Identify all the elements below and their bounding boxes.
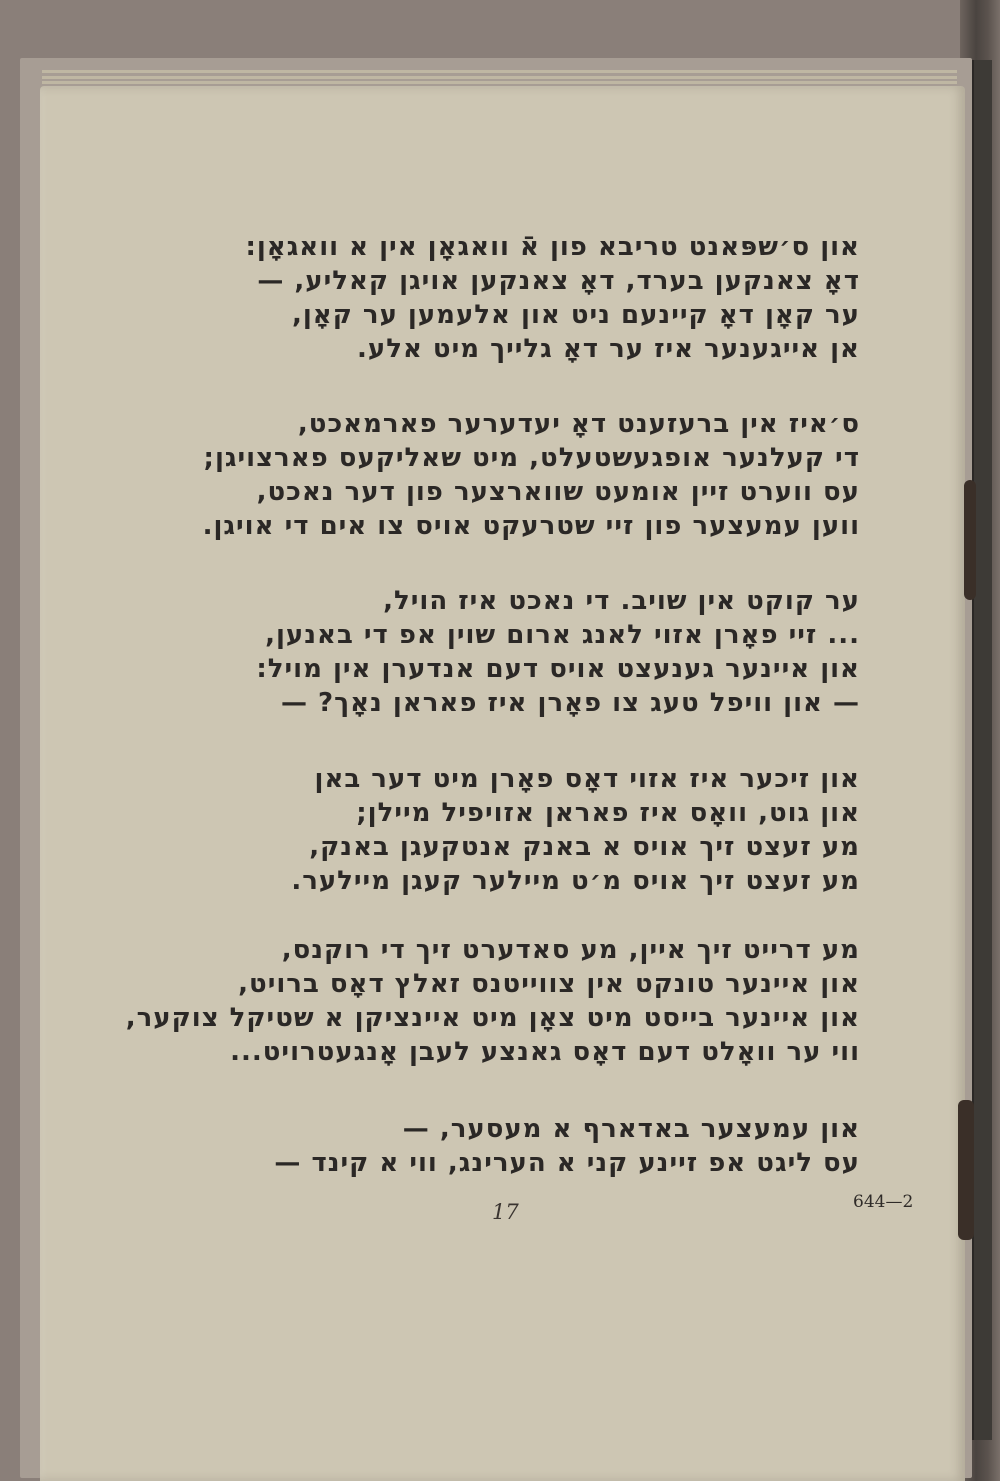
poem-line: די קעלנער אופגעשטעלט, מיט שאליקעס פארצויגן; xyxy=(203,443,860,473)
poem-line: און גוט, וואָס איז פאראן אזויפיל מיילן; xyxy=(356,798,860,828)
poem-line: מע זעצט זיך אויס א באנק אנטקעגן באנק, xyxy=(309,832,860,862)
poem-line: ווען עמעצער פון זיי שטרעקט אויס צו אים די אויגן. xyxy=(202,511,860,541)
poem-line: און איינער בייסט מיט צאָן מיט איינציקן א שטיקל צוקער, xyxy=(125,1003,860,1033)
stanza-6 xyxy=(274,1112,860,1180)
poem-line: און עמעצער באדארף א מעסער, — xyxy=(402,1114,860,1144)
poem-line: ער קאָן דאָ קיינעם ניט און אלעמען ער קאָן, xyxy=(291,300,860,330)
poem-line: ווי ער וואָלט דעם דאָס גאנצע לעבן אָנגעטרויט... xyxy=(230,1037,860,1067)
catalog-mark: 644—2 xyxy=(853,1192,914,1212)
poem-line: עס ליגט אפ זיינע קני א הערינג, ווי א קינד — xyxy=(274,1148,860,1178)
poem-line: און ס׳שפּאנט טריבא פון אֿ וואגאָן אין א וואגאָן: xyxy=(245,232,860,262)
stanza-5 xyxy=(126,933,860,1069)
poem-line: ... זיי פאָרן אזוי לאנג ארום שוין אפ די באנען, xyxy=(265,620,860,650)
poem-line: מע דרייט זיך איין, מע סאדערט זיך די רוקנס, xyxy=(281,935,860,965)
poem-line: דאָ צאנקען בערד, דאָ צאנקען אויגן קאליע, — xyxy=(257,266,860,296)
page-number: 17 xyxy=(492,1200,519,1224)
poem-line: אן אייגענער איז ער דאָ גלייך מיט אלע. xyxy=(357,334,860,364)
stanza-1 xyxy=(245,230,860,366)
poem-line: — און וויפל טעג צו פאָרן איז פאראן נאָך? — xyxy=(280,688,860,718)
poem-line: און איינער טונקט אין צווייטנס זאלץ דאָס ברויט, xyxy=(238,969,860,999)
poem-line: מע זעצט זיך אויס מ׳ט מיילער קעגן מיילער. xyxy=(291,866,860,896)
poem-line: ער קוקט אין שויב. די נאכט איז הויל, xyxy=(383,586,860,616)
stanza-4 xyxy=(291,762,860,898)
stanza-2 xyxy=(203,407,860,543)
poem-line: ס׳איז אין ברעזענט דאָ יעדערער פארמאכט, xyxy=(297,409,860,439)
poem-line: עס ווערט זיין אומעט שווארצער פון דער נאכט, xyxy=(256,477,860,507)
poem-line: און זיכער איז אזוי דאָס פאָרן מיט דער באן xyxy=(314,764,860,794)
poem-line: און איינער גענעצט אויס דעם אנדערן אין מויל: xyxy=(256,654,860,684)
stanza-3 xyxy=(256,584,860,720)
